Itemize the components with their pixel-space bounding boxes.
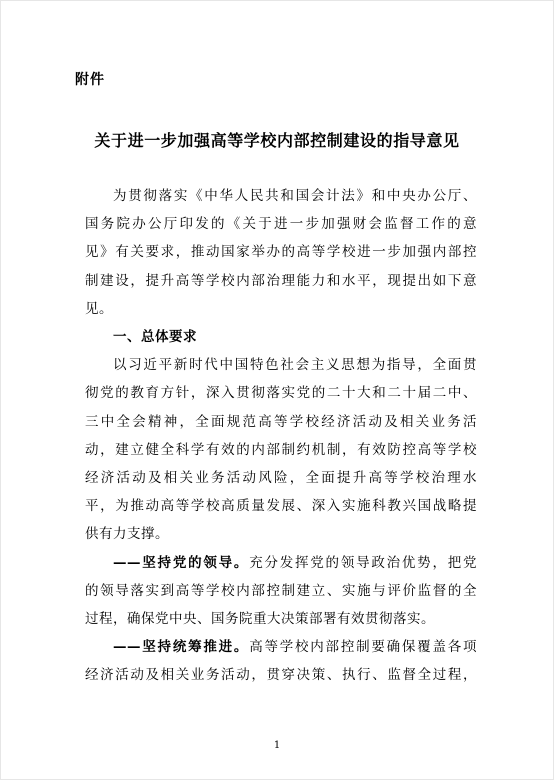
section-heading: 一、总体要求 xyxy=(113,329,197,346)
principle-text: 充分发挥党的领导政治优势，把党 xyxy=(249,554,478,571)
section1-paragraph xyxy=(85,351,477,548)
page-number: 1 xyxy=(273,740,281,751)
text-line: 的领导落实到高等学校内部控制建立、实施与评价监督的全 xyxy=(85,582,477,599)
principle-coordinated-progress xyxy=(85,633,477,689)
text-line: 制建设，提升高等学校内部治理能力和水平，现提出如下意 xyxy=(85,272,477,289)
principle-party-leadership xyxy=(85,549,477,634)
text-line xyxy=(85,633,477,661)
text-line: 以习近平新时代中国特色社会主义思想为指导，全面贯 xyxy=(113,357,477,374)
text-line: 见》有关要求，推动国家举办的高等学校进一步加强内部控 xyxy=(85,244,477,261)
text-line: 见。 xyxy=(85,300,113,317)
principle-text: 高等学校内部控制要确保覆盖各项 xyxy=(249,639,478,656)
document-title: 关于进一步加强高等学校内部控制建设的指导意见 xyxy=(94,131,460,150)
principle-lead: ——坚持党的领导。 xyxy=(113,554,250,571)
text-line: 彻党的教育方针，深入贯彻落实党的二十大和二十届二中、 xyxy=(85,385,477,402)
text-line: 平，为推动高等学校高质量发展、深入实施科教兴国战略提 xyxy=(85,498,477,515)
text-line: 三中全会精神，全面规范高等学校经济活动及相关业务活 xyxy=(85,413,477,430)
text-line: 经济活动及相关业务活动，贯穿决策、执行、监督全过程， xyxy=(85,667,477,684)
document-body xyxy=(85,182,477,690)
text-line: 经济活动及相关业务活动风险，全面提升高等学校治理水 xyxy=(85,470,477,487)
text-line: 供有力支撑。 xyxy=(85,526,169,543)
text-line xyxy=(85,549,477,577)
text-line: 过程，确保党中央、国务院重大决策部署有效贯彻落实。 xyxy=(85,611,435,628)
principle-lead: ——坚持统筹推进。 xyxy=(113,639,250,656)
text-line: 为贯彻落实《中华人民共和国会计法》和中央办公厅、 xyxy=(113,188,477,204)
text-line: 动，建立健全科学有效的内部制约机制，有效防控高等学校 xyxy=(85,441,477,458)
text-line: 国务院办公厅印发的《关于进一步加强财会监督工作的意 xyxy=(85,216,477,233)
attachment-label: 附件 xyxy=(75,72,105,88)
intro-paragraph xyxy=(85,182,477,323)
